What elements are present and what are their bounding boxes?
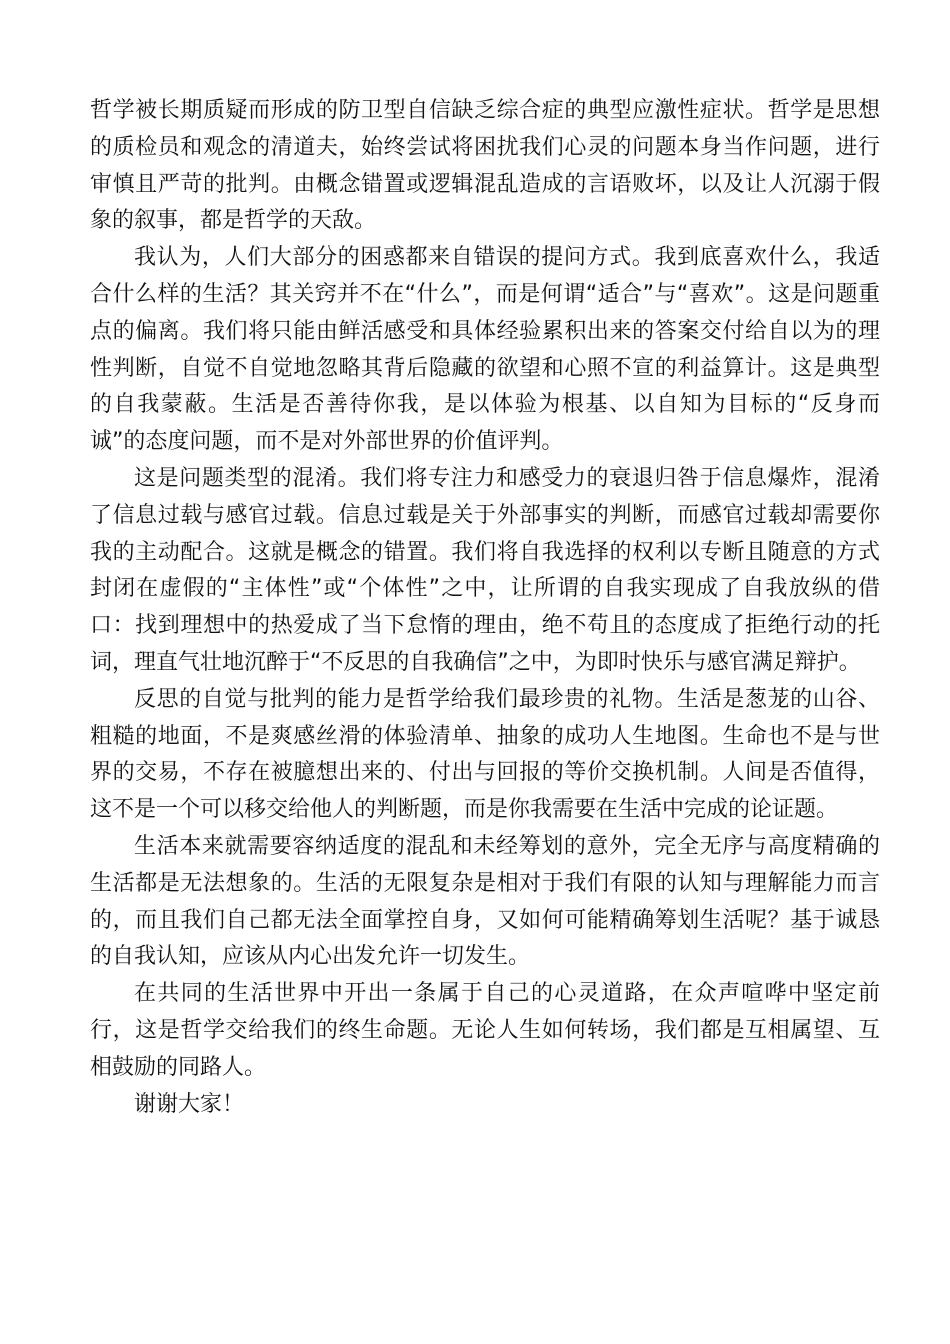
paragraph-3: 这是问题类型的混淆。我们将专注力和感受力的衰退归咎于信息爆炸，混淆了信息过载与感官过载。信息过载是关于外部事实的判断，而感官过载却需要你我的主动配合。这就是概念的错置。我们将自我选择的权利以专断且随意的方式封闭在虚假的“主体性”或“个体性”之中，让所谓的自我实现成了自我放纵的借口：找到理想中的热爱成了当下怠惰的理由，绝不苟且的态度成了拒绝行动的托词，理直气壮地沉醉于“不反思的自我确信”之中，为即时快乐与感官满足辩护。 [90, 465, 880, 675]
document-body [90, 93, 880, 1123]
paragraph-5: 生活本来就需要容纳适度的混乱和未经筹划的意外，完全无序与高度精确的生活都是无法想象的。生活的无限复杂是相对于我们有限的认知与理解能力而言的，而且我们自己都无法全面掌控自身，又如何可能精确筹划生活呢？基于诚恳的自我认知，应该从内心出发允许一切发生。 [90, 833, 880, 970]
closing-remark: 谢谢大家！ [134, 1091, 245, 1117]
paragraph-4: 反思的自觉与批判的能力是哲学给我们最珍贵的礼物。生活是葱茏的山谷、粗糙的地面，不是爽感丝滑的体验清单、抽象的成功人生地图。生命也不是与世界的交易，不存在被臆想出来的、付出与回报的等价交换机制。人间是否值得，这不是一个可以移交给他人的判断题，而是你我需要在生活中完成的论证题。 [90, 686, 880, 823]
paragraph-1: 哲学被长期质疑而形成的防卫型自信缺乏综合症的典型应激性症状。哲学是思想的质检员和观念的清道夫，始终尝试将困扰我们心灵的问题本身当作问题，进行审慎且严苛的批判。由概念错置或逻辑混乱造成的言语败坏，以及让人沉溺于假象的叙事，都是哲学的天敌。 [90, 98, 880, 234]
paragraph-2: 我认为，人们大部分的困惑都来自错误的提问方式。我到底喜欢什么，我适合什么样的生活？其关窍并不在“什么”，而是何谓“适合”与“喜欢”。这是问题重点的偏离。我们将只能由鲜活感受和具体经验累积出来的答案交付给自以为的理性判断，自觉不自觉地忽略其背后隐藏的欲望和心照不宣的利益算计。这是典型的自我蒙蔽。生活是否善待你我，是以体验为根基、以自知为目标的“反身而诚”的态度问题，而不是对外部世界的价值评判。 [90, 245, 880, 455]
paragraph-6: 在共同的生活世界中开出一条属于自己的心灵道路，在众声喧哗中坚定前行，这是哲学交给我们的终生命题。无论人生如何转场，我们都是互相属望、互相鼓励的同路人。 [90, 981, 880, 1080]
